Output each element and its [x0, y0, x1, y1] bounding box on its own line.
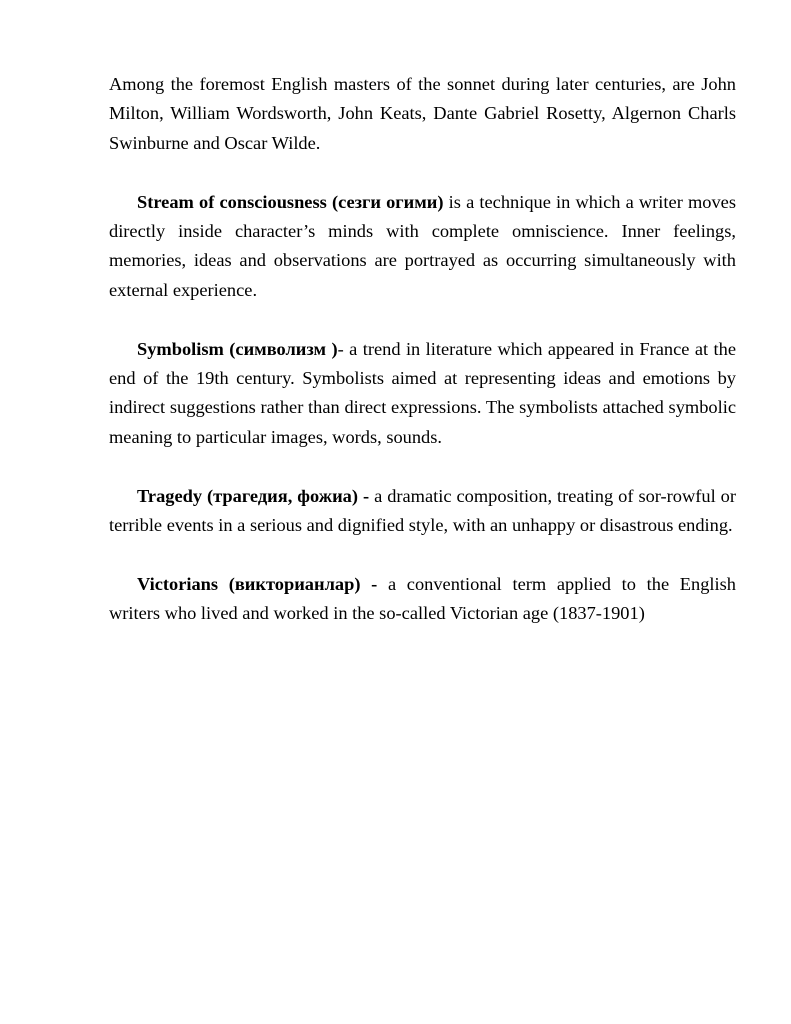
intro-paragraph: [109, 70, 736, 158]
paragraph-spacer: [109, 158, 736, 187]
entry-stream-of-consciousness: [109, 188, 736, 306]
entry-definition: is a technique in which a writer moves directly inside character’s minds with complete omniscience. Inner feelings, memories, ideas and observations are portrayed as occurring simultaneously with external experience.: [109, 191, 736, 300]
paragraph-spacer: [109, 305, 736, 334]
entry-term: Tragedy (трагедия, фожиа) -: [137, 485, 370, 506]
entry-definition: a dramatic composition, treating of sor-rowful or terrible events in a serious and dignified style, with an unhappy or disastrous ending.: [109, 485, 737, 536]
entry-term: Victorians (викторианлар) -: [137, 573, 378, 594]
entry-term: Symbolism (символизм ): [137, 338, 338, 359]
entry-definition: - a trend in literature which appeared in France at the end of the 19th century. Symbolists aimed at representing ideas and emotions by indirect suggestions rather than direct expressions. The symbolists attached symbolic meaning to particular images, words, sounds.: [109, 338, 736, 447]
intro-text: Among the foremost English masters of the sonnet during later centuries, are John Milton, William Wordsworth, John Keats, Dante Gabriel Rosetty, Algernon Charls Swinburne and Oscar Wilde.: [109, 74, 736, 153]
paragraph-spacer: [109, 452, 736, 481]
paragraph-spacer: [109, 540, 736, 569]
document-page: [109, 70, 736, 629]
entry-definition: a conventional term applied to the English writers who lived and worked in the so-called Victorian age (1837-1901): [109, 573, 737, 624]
entry-tragedy: [109, 482, 736, 541]
entry-term: Stream of consciousness (сезги огими): [137, 191, 444, 212]
entry-victorians: [109, 570, 736, 629]
entry-symbolism: [109, 335, 736, 453]
